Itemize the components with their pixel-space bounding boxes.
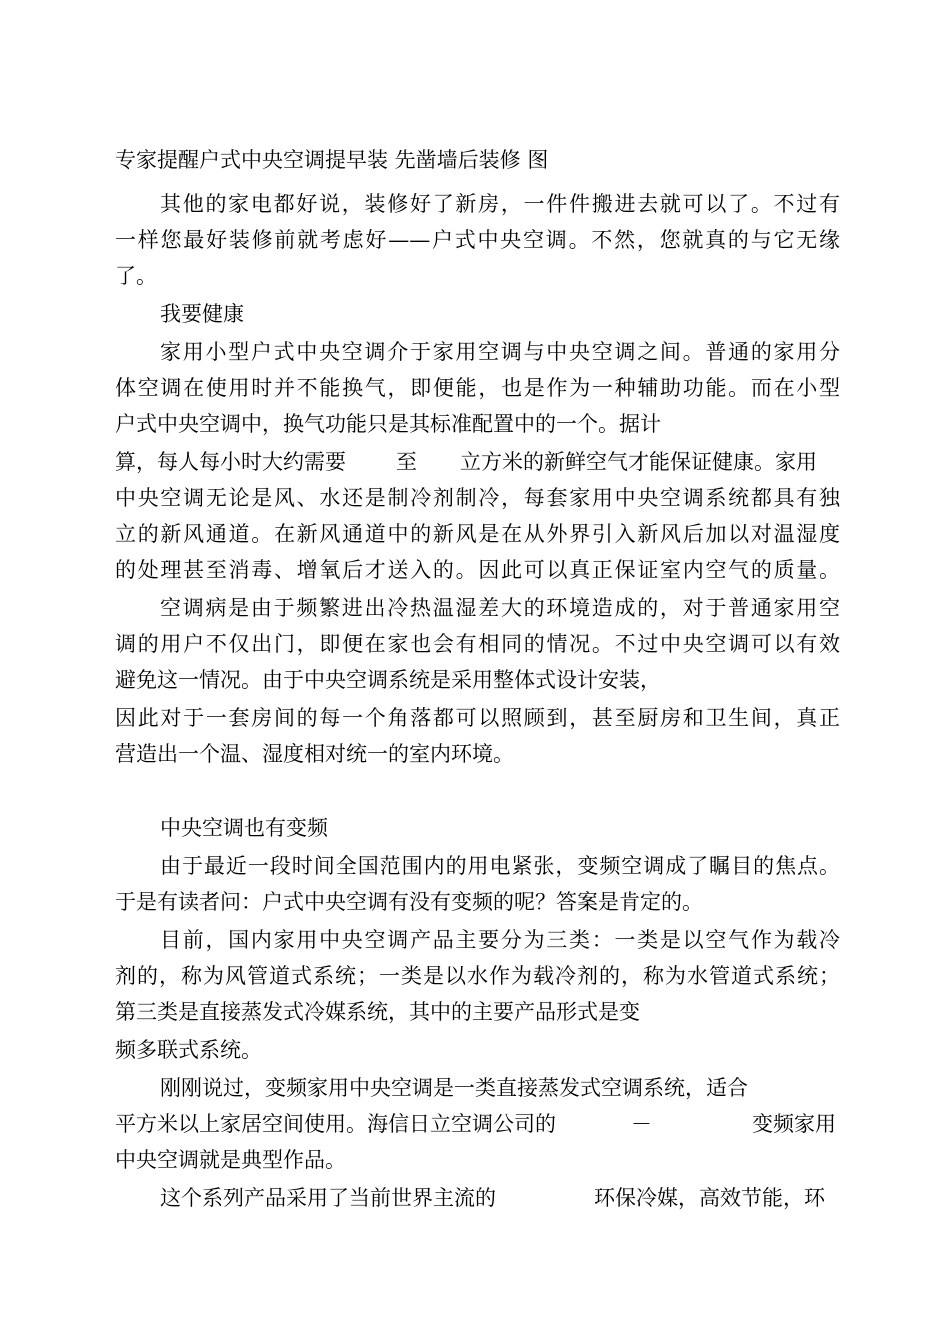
text-segment: 变频家用 — [752, 1112, 836, 1136]
paragraph-line: 了。 — [115, 264, 157, 288]
paragraph-line: 目前，国内家用中央空调产品主要分为三类：一类是以空气作为载冷 — [160, 928, 840, 952]
paragraph-line: 于是有读者问：户式中央空调有没有变频的呢？答案是肯定的。 — [115, 890, 703, 914]
paragraph-line: 营造出一个温、湿度相对统一的室内环境。 — [115, 742, 514, 766]
paragraph-line-with-gaps — [115, 1107, 840, 1141]
paragraph-line: 剂的，称为风管道式系统；一类是以水作为载冷剂的，称为水管道式系统； — [115, 964, 840, 988]
paragraph-line: 其他的家电都好说，装修好了新房，一件件搬进去就可以了。不过有 — [160, 192, 840, 216]
paragraph-line: 频多联式系统。 — [115, 1038, 262, 1062]
text-segment: 平方米以上家居空间使用。海信日立空调公司的 — [115, 1112, 556, 1136]
section-heading: 中央空调也有变频 — [160, 816, 328, 840]
paragraph-line: 家用小型户式中央空调介于家用空调与中央空调之间。普通的家用分 — [160, 340, 840, 364]
paragraph-line: 一样您最好装修前就考虑好——户式中央空调。不然，您就真的与它无缘 — [115, 228, 840, 252]
paragraph-line-with-gaps — [115, 445, 840, 479]
paragraph-line: 中央空调就是典型作品。 — [115, 1148, 346, 1172]
text-segment: 这个系列产品采用了当前世界主流的 — [160, 1186, 496, 1210]
text-segment: 至 — [396, 450, 417, 474]
paragraph-line: 刚刚说过，变频家用中央空调是一类直接蒸发式空调系统，适合 — [160, 1076, 748, 1100]
paragraph-line: 中央空调无论是风、水还是制冷剂制冷，每套家用中央空调系统都具有独 — [115, 486, 840, 510]
paragraph-line-with-gaps — [160, 1181, 840, 1215]
text-segment: 算，每人每小时大约需要 — [115, 450, 346, 474]
paragraph-line: 户式中央空调中，换气功能只是其标准配置中的一个。据计 — [115, 412, 661, 436]
text-segment: － — [631, 1112, 652, 1136]
text-segment: 环保冷媒，高效节能，环 — [594, 1186, 825, 1210]
paragraph-line: 因此对于一套房间的每一个角落都可以照顾到，甚至厨房和卫生间，真正 — [115, 706, 840, 730]
paragraph-line: 立的新风通道。在新风通道中的新风是在从外界引入新风后加以对温湿度 — [115, 522, 840, 546]
paragraph-line: 由于最近一段时间全国范围内的用电紧张，变频空调成了瞩目的焦点。 — [160, 854, 840, 878]
text-segment: 立方米的新鲜空气才能保证健康。家用 — [460, 450, 817, 474]
paragraph-line: 的处理甚至消毒、增氧后才送入的。因此可以真正保证室内空气的质量。 — [115, 558, 840, 582]
paragraph-line: 避免这一情况。由于中央空调系统是采用整体式设计安装， — [115, 668, 661, 692]
paragraph-line: 空调病是由于频繁进出冷热温湿差大的环境造成的，对于普通家用空 — [160, 596, 840, 620]
paragraph-line: 第三类是直接蒸发式冷媒系统，其中的主要产品形式是变 — [115, 1000, 640, 1024]
document-title: 专家提醒户式中央空调提早装 先凿墙后装修 图 — [115, 148, 549, 172]
section-heading: 我要健康 — [160, 302, 244, 326]
paragraph-line: 调的用户不仅出门，即便在家也会有相同的情况。不过中央空调可以有效 — [115, 632, 840, 656]
paragraph-line: 体空调在使用时并不能换气，即便能，也是作为一种辅助功能。而在小型 — [115, 376, 840, 400]
